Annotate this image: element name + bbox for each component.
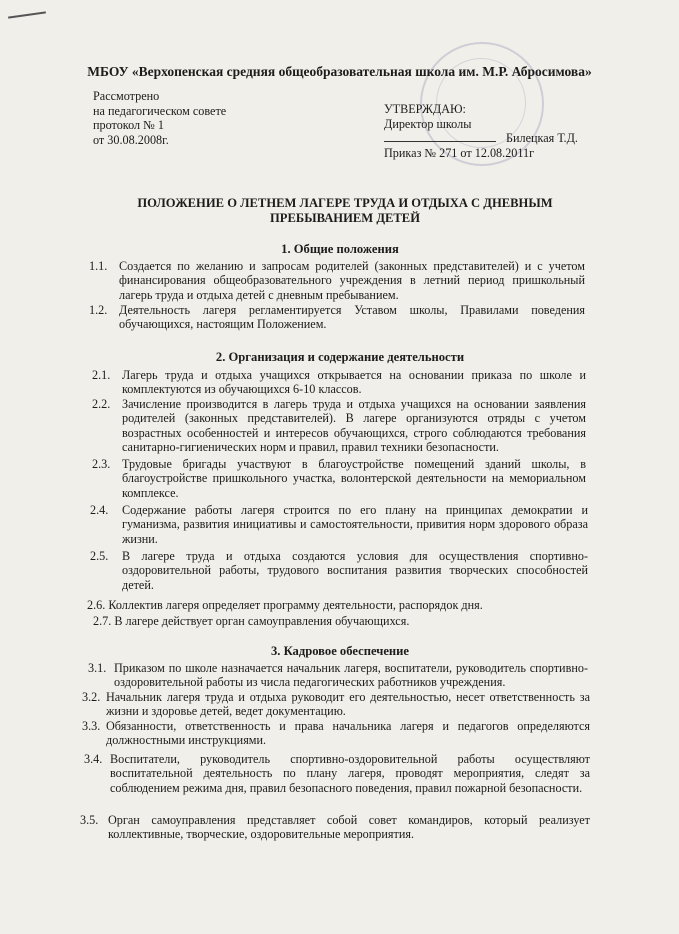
list-item: [88, 661, 588, 690]
list-item: [87, 598, 587, 612]
signature-row: [384, 131, 594, 146]
section-heading: 1. Общие положения: [281, 242, 399, 256]
item-number: 2.3.: [92, 457, 111, 471]
item-text: Начальник лагеря труда и отдыха руководит его деятельностью, несет ответственность за жизни и здоровье детей, ведет документацию.: [106, 690, 590, 719]
item-number: 2.6.: [87, 598, 106, 612]
signer-name: Билецкая Т.Д.: [506, 131, 578, 146]
item-number: 1.2.: [89, 303, 108, 317]
item-number: 2.4.: [90, 503, 109, 517]
list-item: [82, 690, 590, 719]
list-item: [90, 503, 588, 546]
order-line: Приказ № 271 от 12.08.2011г: [384, 145, 535, 160]
list-item: [93, 614, 587, 628]
director-label: Директор школы: [384, 116, 472, 131]
council-line: на педагогическом совете: [93, 103, 227, 118]
item-number: 2.1.: [92, 368, 111, 382]
list-item: [90, 549, 588, 592]
item-number: 3.3.: [82, 719, 101, 733]
item-text: Обязанности, ответственность и права начальника лагеря и педагогов определяются должностными инструкциями.: [106, 719, 590, 748]
item-text: Лагерь труда и отдыха учащихся открывается на основании приказа по школе и комплектуются из обучающихся 6-10 классов.: [122, 368, 586, 397]
item-number: 2.2.: [92, 397, 111, 411]
item-text: Орган самоуправления представляет собой совет командиров, который реализует коллективные, творческие, оздоровительные мероприятия.: [108, 813, 590, 842]
item-number: 3.2.: [82, 690, 101, 704]
list-item: [89, 259, 585, 302]
council-line: от 30.08.2008г.: [93, 132, 169, 147]
list-item: [92, 457, 586, 500]
section-heading: 2. Организация и содержание деятельности: [215, 350, 465, 364]
item-text: В лагере действует орган самоуправления обучающихся.: [114, 614, 410, 628]
item-text: Содержание работы лагеря строится по его плану на принципах демократии и гуманизма, развития инициативы и самостоятельности, привития норм здорового образа жизни.: [122, 503, 588, 546]
document-title: ПОЛОЖЕНИЕ О ЛЕТНЕМ ЛАГЕРЕ ТРУДА И ОТДЫХА С ДНЕВНЫМ ПРЕБЫВАНИЕМ ДЕТЕЙ: [137, 196, 553, 225]
list-item: [92, 397, 586, 455]
item-text: Коллектив лагеря определяет программу деятельности, распорядок дня.: [108, 598, 483, 612]
section-heading: 3. Кадровое обеспечение: [270, 644, 410, 658]
item-text: Трудовые бригады участвуют в благоустройстве помещений зданий школы, в благоустройстве пришкольного участка, волонтерской деятельности на мемориальном комплексе.: [122, 457, 586, 500]
list-item: [80, 813, 590, 842]
list-item: [82, 719, 590, 748]
item-text: Создается по желанию и запросам родителей (законных представителей) и с учетом финансирования общеобразовательного учреждения в летний период пришкольный лагерь труда и отдыха детей с дневным пребыванием.: [119, 259, 585, 302]
item-text: В лагере труда и отдыха создаются условия для осуществления спортивно-оздоровительной работы, трудового воспитания развития творческих способностей детей.: [122, 549, 588, 592]
list-item: [84, 752, 590, 795]
pen-mark: [8, 11, 46, 18]
item-number: 1.1.: [89, 259, 108, 273]
approve-label: УТВЕРЖДАЮ:: [384, 102, 466, 116]
item-text: Зачисление производится в лагерь труда и отдыха учащихся на основании заявления родителей (законных представителей). В лагере организуются отряды с учетом возрастных особенностей и интересов обучающихся, строго соблюдаются требования санитарно-гигиенических норм и правил, правил техники безопасности.: [122, 397, 586, 455]
item-text: Деятельность лагеря регламентируется Уставом школы, Правилами поведения обучающихся, настоящим Положением.: [119, 303, 585, 332]
council-approval-block: [93, 89, 226, 147]
item-number: 2.5.: [90, 549, 109, 563]
signature-line: [384, 141, 496, 142]
school-name: МБОУ «Верхопенская средняя общеобразовательная школа им. М.Р. Абросимова»: [87, 64, 592, 79]
item-text: Воспитатели, руководитель спортивно-оздоровительной работы осуществляют воспитательной деятельность по плану лагеря, проводят мероприятия, следят за соблюдением режима дня, правил безопасного поведения, правил пожарной безопасности.: [110, 752, 590, 795]
director-approval-block: [384, 102, 594, 160]
item-number: 2.7.: [93, 614, 112, 628]
item-number: 3.4.: [84, 752, 103, 766]
item-number: 3.5.: [80, 813, 99, 827]
council-line: протокол № 1: [93, 118, 164, 133]
list-item: [92, 368, 586, 397]
item-number: 3.1.: [88, 661, 107, 675]
list-item: [89, 303, 585, 332]
item-text: Приказом по школе назначается начальник лагеря, воспитатели, руководитель спортивно-оздоровительной работы из числа педагогических работников учреждения.: [114, 661, 588, 690]
council-line: Рассмотрено: [93, 89, 160, 103]
